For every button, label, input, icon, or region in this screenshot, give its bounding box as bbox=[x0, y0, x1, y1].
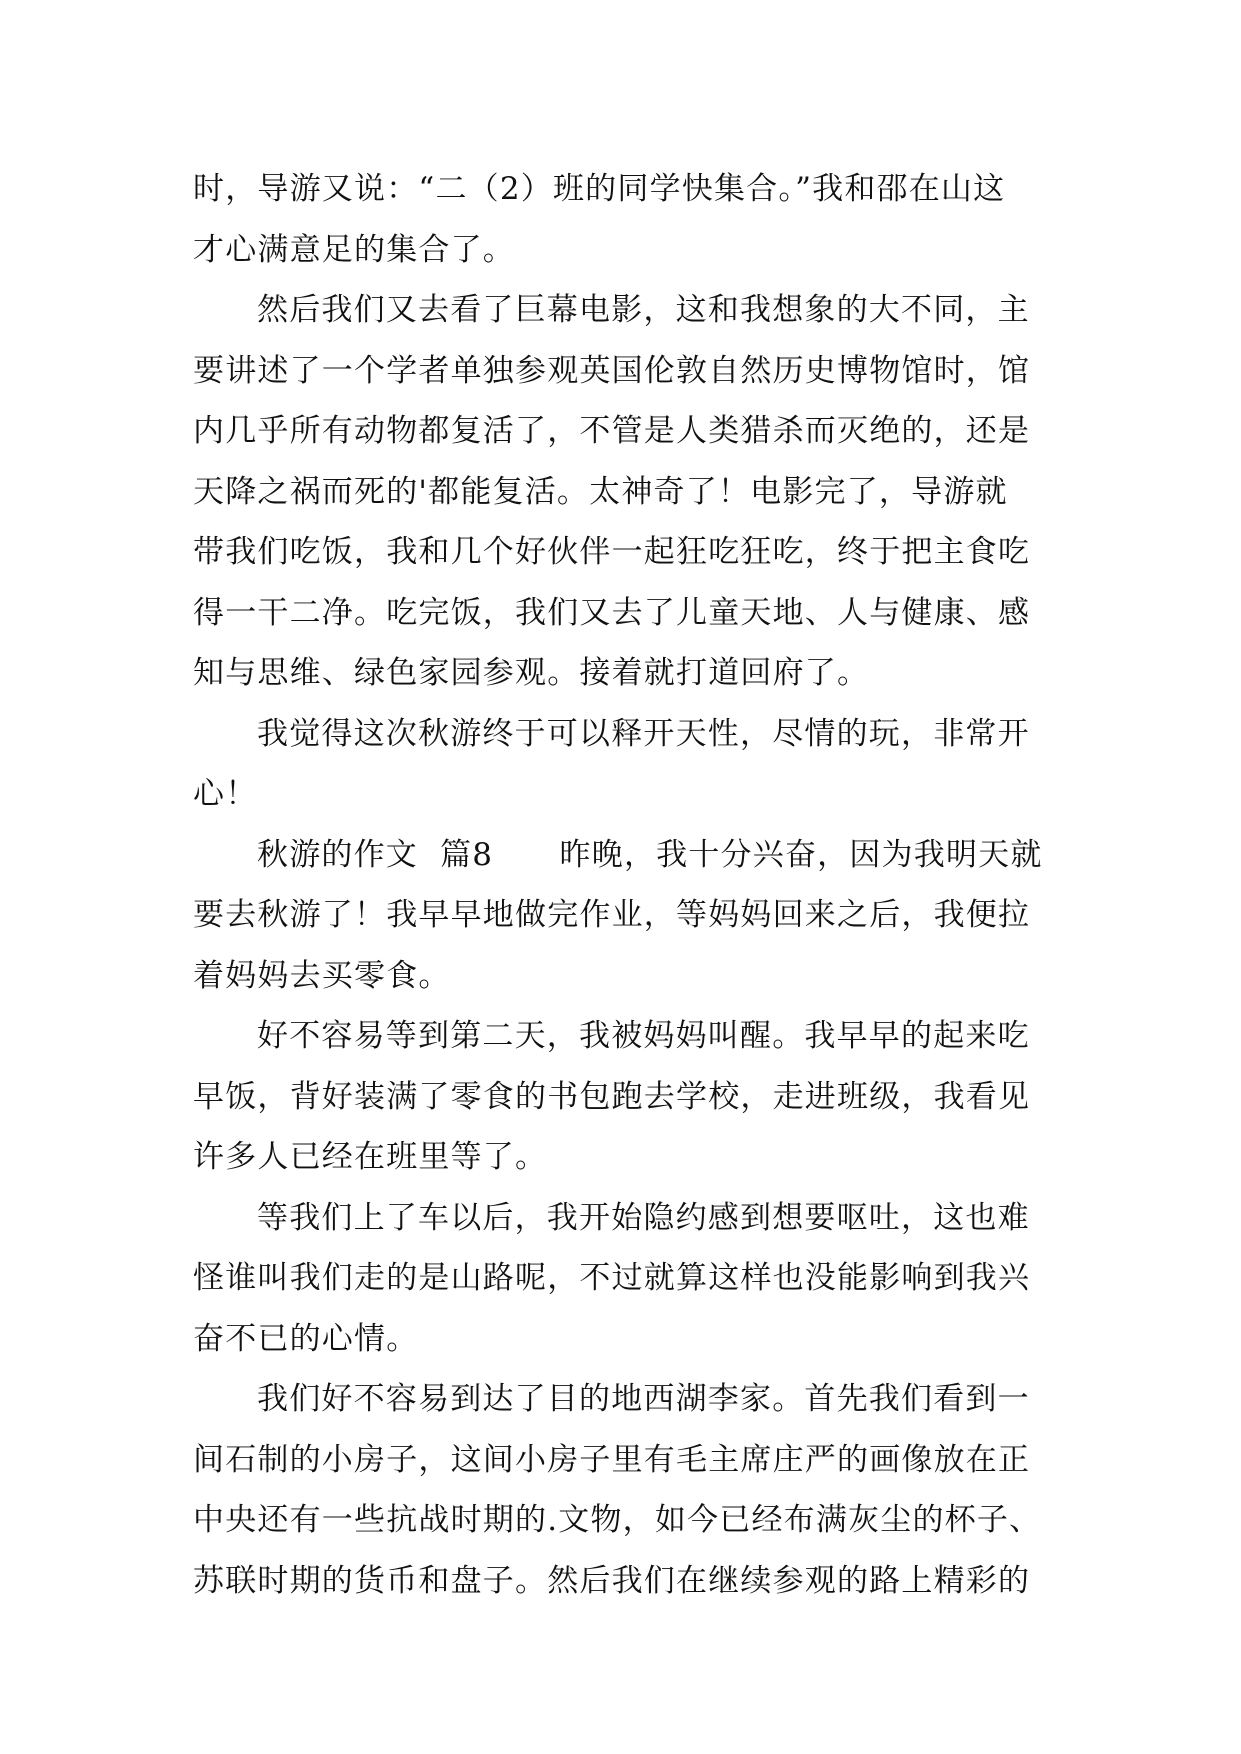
text-line: 时，导游又说：“二（2）班的同学快集合。”我和邵在山这 bbox=[193, 171, 1006, 207]
text-line: 许多人已经在班里等了。 bbox=[193, 1139, 548, 1175]
text-line: 着妈妈去买零食。 bbox=[193, 957, 451, 994]
essay-body bbox=[193, 159, 1073, 1611]
text-line: 知与思维、绿色家园参观。接着就打道回府了。 bbox=[193, 655, 870, 691]
text-line: 我们好不容易到达了目的地西湖李家。首先我们看到一 bbox=[257, 1381, 1030, 1417]
text-line: 怪谁叫我们走的是山路呢，不过就算这样也没能影响到我兴 bbox=[193, 1260, 1031, 1296]
text-line: 内几乎所有动物都复活了，不管是人类猎杀而灭绝的，还是 bbox=[193, 413, 1031, 449]
text-line: 苏联时期的货币和盘子。然后我们在继续参观的路上精彩的 bbox=[193, 1562, 1031, 1599]
section-heading-line: 秋游的作文 篇8 昨晚，我十分兴奋，因为我明天就 bbox=[257, 836, 1043, 873]
text-line: 要讲述了一个学者单独参观英国伦敦自然历史博物馆时，馆 bbox=[193, 352, 1031, 389]
text-line: 心！ bbox=[193, 776, 258, 812]
text-line: 间石制的小房子，这间小房子里有毛主席庄严的画像放在正 bbox=[193, 1441, 1031, 1478]
text-line: 得一干二净。吃完饭，我们又去了儿童天地、人与健康、感 bbox=[193, 594, 1031, 631]
text-line: 奋不已的心情。 bbox=[193, 1320, 419, 1357]
text-line: 要去秋游了！我早早地做完作业，等妈妈回来之后，我便拉 bbox=[193, 897, 1031, 933]
text-line: 等我们上了车以后，我开始隐约感到想要呕吐，这也难 bbox=[257, 1199, 1030, 1236]
text-line: 我觉得这次秋游终于可以释开天性，尽情的玩，非常开 bbox=[257, 715, 1030, 752]
text-line: 中央还有一些抗战时期的.文物，如今已经布满灰尘的杯子、 bbox=[193, 1502, 1042, 1538]
text-line: 带我们吃饭，我和几个好伙伴一起狂吃狂吃，终于把主食吃 bbox=[193, 534, 1031, 570]
text-line: 然后我们又去看了巨幕电影，这和我想象的大不同，主 bbox=[257, 292, 1030, 328]
text-line: 早饭，背好装满了零食的书包跑去学校，走进班级，我看见 bbox=[193, 1078, 1031, 1115]
text-line: 才心满意足的集合了。 bbox=[193, 231, 515, 268]
text-line: 好不容易等到第二天，我被妈妈叫醒。我早早的起来吃 bbox=[257, 1018, 1030, 1054]
text-line: 天降之祸而死的'都能复活。太神奇了！电影完了，导游就 bbox=[193, 473, 1008, 510]
